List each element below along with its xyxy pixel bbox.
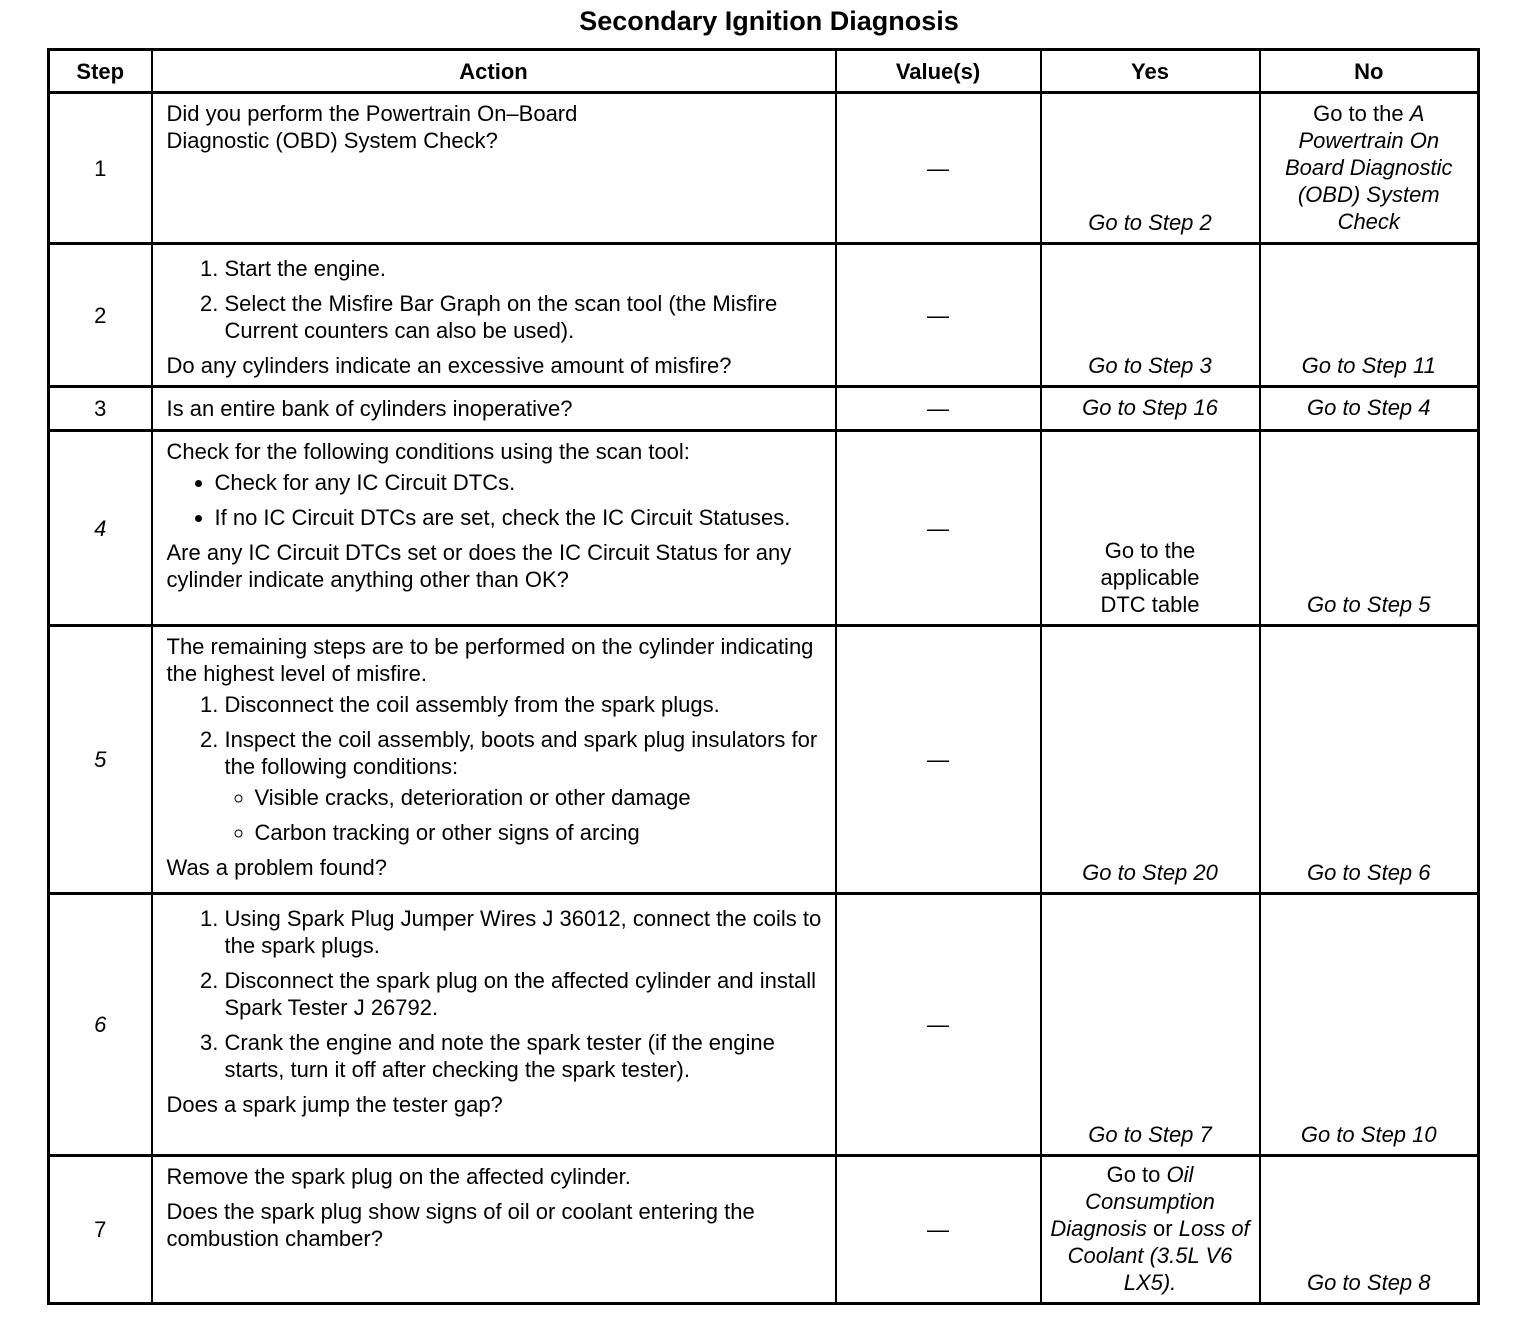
- action-bullet-item: • If no IC Circuit DTCs are set, check the IC Circuit Statuses.: [215, 504, 825, 531]
- yes-cell: Go to the applicable DTC table: [1041, 431, 1260, 626]
- yes-cell: Go to Step 16: [1041, 387, 1260, 431]
- action-intro: Remove the spark plug on the affected cylinder.: [166, 1164, 631, 1189]
- header-yes: Yes: [1041, 50, 1260, 93]
- table-row: [49, 93, 1479, 244]
- action-step-item: [225, 726, 825, 846]
- step-number: 2: [49, 244, 152, 387]
- no-cell: Go to Step 8: [1260, 1156, 1479, 1304]
- no-cell: Go to Step 11: [1260, 244, 1479, 387]
- step-number: 4: [49, 431, 152, 626]
- no-cell: Go to Step 4: [1260, 387, 1479, 431]
- yes-cell: [1041, 1156, 1260, 1304]
- page-title: Secondary Ignition Diagnosis: [579, 6, 959, 36]
- action-cell: [152, 431, 836, 626]
- action-sub-bullets: [225, 784, 825, 846]
- no-cell: Go to Step 10: [1260, 894, 1479, 1156]
- action-steps: [167, 691, 825, 846]
- action-steps: [167, 255, 825, 344]
- yes-cell: Go to Step 3: [1041, 244, 1260, 387]
- header-step: Step: [49, 50, 152, 93]
- action-intro: Check for the following conditions using the scan tool:: [166, 439, 690, 464]
- action-step-item: 2. Select the Misfire Bar Graph on the scan tool (the Misfire Current counters can also be used).: [225, 290, 825, 344]
- header-row: [49, 50, 1479, 93]
- table-row: [49, 1156, 1479, 1304]
- action-text: Did you perform the Powertrain On–Board Diagnostic (OBD) System Check?: [166, 101, 578, 153]
- header-no: No: [1260, 50, 1479, 93]
- action-cell: [152, 244, 836, 387]
- action-step-item: 1. Disconnect the coil assembly from the spark plugs.: [225, 691, 825, 718]
- action-question: Does the spark plug show signs of oil or coolant entering the combustion chamber?: [166, 1199, 755, 1251]
- header-action: Action: [152, 50, 836, 93]
- no-link[interactable]: A Powertrain On Board Diagnostic (OBD) System Check: [1284, 101, 1453, 234]
- action-question: Does a spark jump the tester gap?: [166, 1092, 503, 1117]
- action-intro: The remaining steps are to be performed on the cylinder indicating the highest level of misfire.: [166, 634, 814, 686]
- action-sub-bullet: ◦ Visible cracks, deterioration or other damage: [255, 784, 825, 811]
- action-question: Are any IC Circuit DTCs set or does the IC Circuit Status for any cylinder indicate anything other than OK?: [166, 540, 792, 592]
- yes-mid: or: [1146, 1216, 1179, 1241]
- table-row: [49, 244, 1479, 387]
- no-prefix: Go to the: [1313, 101, 1410, 126]
- action-step-item: 1. Using Spark Plug Jumper Wires J 36012, connect the coils to the spark plugs.: [225, 905, 825, 959]
- diagnosis-table: [47, 48, 1480, 1305]
- action-steps: [167, 905, 825, 1083]
- action-sub-bullet: ◦ Carbon tracking or other signs of arcing: [255, 819, 825, 846]
- action-cell: [152, 894, 836, 1156]
- action-cell: [152, 626, 836, 894]
- value-cell: —: [836, 431, 1041, 626]
- step-number: 6: [49, 894, 152, 1156]
- action-step-item: 3. Crank the engine and note the spark tester (if the engine starts, turn it off after checking the spark tester).: [225, 1029, 825, 1083]
- action-cell: [152, 1156, 836, 1304]
- header-values: Value(s): [836, 50, 1041, 93]
- action-bullets: [167, 469, 825, 531]
- no-cell: Go to Step 5: [1260, 431, 1479, 626]
- step-number: 3: [49, 387, 152, 431]
- table-row: [49, 387, 1479, 431]
- table-row: [49, 431, 1479, 626]
- no-cell: Go to Step 6: [1260, 626, 1479, 894]
- action-question: Do any cylinders indicate an excessive amount of misfire?: [166, 353, 732, 378]
- yes-cell: Go to Step 20: [1041, 626, 1260, 894]
- yes-cell: Go to Step 2: [1041, 93, 1260, 244]
- value-cell: —: [836, 387, 1041, 431]
- action-step-text: Inspect the coil assembly, boots and spark plug insulators for the following conditions:: [224, 727, 818, 779]
- action-step-item: 1. Start the engine.: [225, 255, 825, 282]
- table-row: [49, 894, 1479, 1156]
- yes-prefix: Go to: [1106, 1162, 1167, 1187]
- action-question: Was a problem found?: [166, 855, 388, 880]
- action-bullet-item: • Check for any IC Circuit DTCs.: [215, 469, 825, 496]
- step-number: 5: [49, 626, 152, 894]
- yes-link-oil[interactable]: Oil Consumption Diagnosis: [1050, 1162, 1215, 1241]
- yes-cell: Go to Step 7: [1041, 894, 1260, 1156]
- value-cell: —: [836, 626, 1041, 894]
- yes-link-coolant[interactable]: Loss of Coolant (3.5L V6 LX5).: [1067, 1216, 1250, 1295]
- no-cell: [1260, 93, 1479, 244]
- action-text: Is an entire bank of cylinders inoperative?: [166, 396, 573, 421]
- table-row: [49, 626, 1479, 894]
- action-cell: [152, 93, 836, 244]
- step-number: 7: [49, 1156, 152, 1304]
- value-cell: —: [836, 894, 1041, 1156]
- value-cell: —: [836, 1156, 1041, 1304]
- action-cell: [152, 387, 836, 431]
- action-step-item: 2. Disconnect the spark plug on the affected cylinder and install Spark Tester J 26792.: [225, 967, 825, 1021]
- value-cell: —: [836, 244, 1041, 387]
- step-number: 1: [49, 93, 152, 244]
- value-cell: —: [836, 93, 1041, 244]
